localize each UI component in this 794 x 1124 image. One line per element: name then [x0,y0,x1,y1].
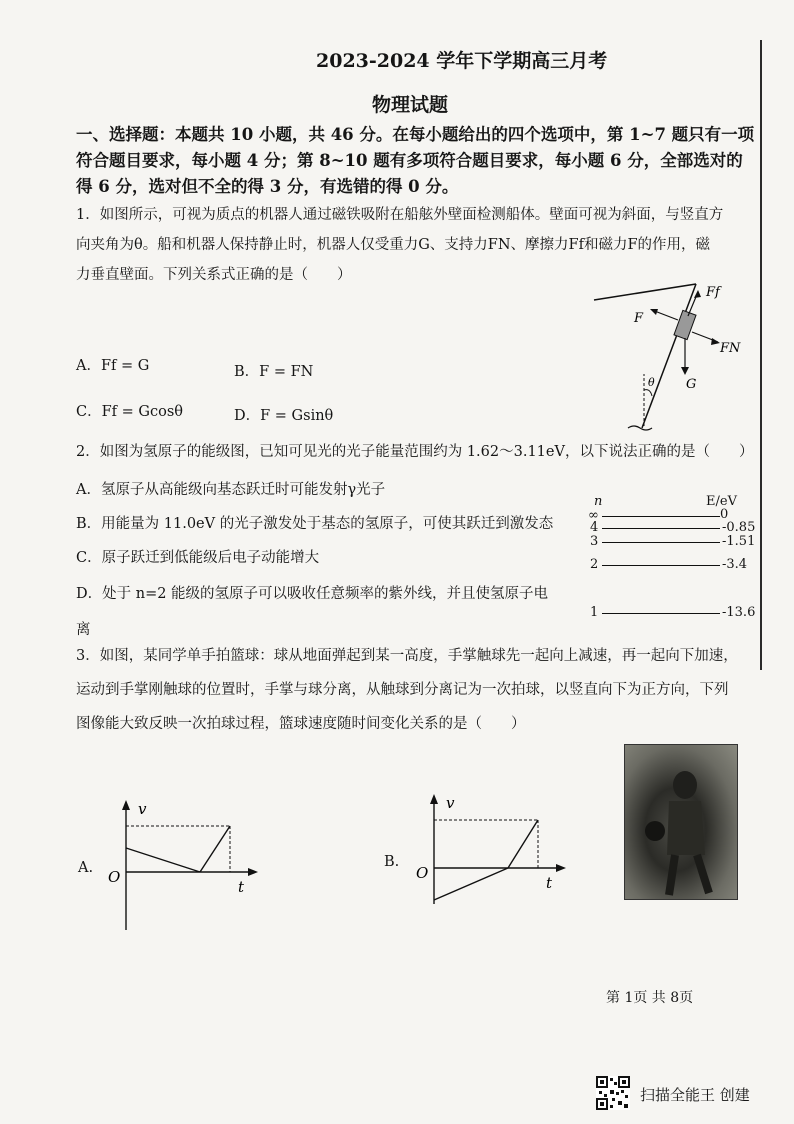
q2-option-d: D．处于 n=2 能级的氢原子可以吸收任意频率的紫外线，并且使氢原子电 [76,586,549,602]
level-e-4: -0.85 [722,520,756,535]
q1-line-2: 向夹角为θ。船和机器人保持静止时，机器人仅受重力G、支持力FN、摩擦力Ff和磁力F的作用，磁 [76,237,711,253]
subject-title: 物理试题 [372,94,449,116]
q1-line-3: 力垂直壁面。下列关系式正确的是（ ） [76,267,352,283]
level-line-2 [602,565,720,566]
level-n-1: 1 [590,605,599,620]
q1-line-1: 1．如图所示，可视为质点的机器人通过磁铁吸附在船舷外壁面检测船体。壁面可视为斜面，与竖直方 [76,207,724,223]
basketball-photo [624,744,738,900]
section-line-3: 得 6 分，选对但不全的得 3 分，有选错的得 0 分。 [76,177,459,196]
label-f: F [634,311,644,326]
level-n-inf: ∞ [588,508,599,523]
q2-option-a: A．氢原子从高能级向基态跃迁时可能发射γ光子 [76,482,386,498]
q1-force-diagram [588,278,748,438]
level-line-inf [602,516,720,517]
level-e-inf: 0 [720,507,729,522]
q1-option-a: A．Ff = G [76,358,150,374]
q3-line-1: 3．如图，某同学单手拍篮球：球从地面弹起到某一高度，手掌触球先一起向上减速，再一起向下加速， [76,648,738,664]
graph-a-v: v [138,800,147,818]
level-line-1 [602,613,720,614]
exam-title: 2023-2024 学年下学期高三月考 [316,50,608,72]
label-fn: FN [720,341,741,356]
level-n-3: 3 [590,534,599,549]
page-number: 第 1页 共 8页 [606,990,694,1006]
label-g: G [686,377,697,392]
section-instructions [76,122,756,200]
section-line-1: 一、选择题：本题共 10 小题，共 46 分。在每小题给出的四个选项中，第 1~7 题只有一项 [76,125,755,144]
level-e-3: -1.51 [722,534,756,549]
graph-b-label: B. [384,854,400,870]
qr-code-icon [596,1076,630,1110]
q3-stem [76,645,766,735]
q1-option-d: D．F = Gsinθ [234,408,334,424]
q2-option-c: C．原子跃迁到低能级后电子动能增大 [76,550,320,566]
graph-a-label: A. [78,860,94,876]
q2-option-b: B．用能量为 11.0eV 的光子激发处于基态的氢原子，可使其跃迁到激发态 [76,516,554,532]
q3-line-2: 运动到手掌刚触球的位置时，手掌与球分离，从触球到分离记为一次拍球，以竖直向下为正方向，下列 [76,682,729,698]
graph-a-t: t [238,878,245,896]
graph-a [104,794,264,934]
page-edge-line [760,40,762,670]
graph-b-t: t [546,874,553,892]
question-1-stem [76,204,756,286]
graph-a-origin: O [108,868,121,886]
graph-b-v: v [446,794,455,812]
label-ff: Ff [706,285,720,300]
level-n-4: 4 [590,520,599,535]
level-line-3 [602,542,720,543]
level-e-1: -13.6 [722,605,756,620]
q3-line-3: 图像能大致反映一次拍球过程，篮球速度随时间变化关系的是（ ） [76,716,526,732]
q1-option-b: B．F = FN [234,364,314,380]
q1-option-c: C．Ff = Gcosθ [76,404,183,420]
q2-stem: 2．如图为氢原子的能级图，已知可见光的光子能量范围约为 1.62～3.11eV，以下说法正确的是（ ） [76,444,754,460]
graph-b-origin: O [416,864,429,882]
scanner-watermark: 扫描全能王 创建 [640,1086,750,1104]
level-e-2: -3.4 [722,557,748,572]
levels-e-header: E/eV [706,494,737,509]
levels-n-header: n [594,494,603,509]
section-line-2: 符合题目要求，每小题 4 分；第 8~10 题有多项符合题目要求，每小题 6 分，全部选对的 [76,151,743,170]
level-n-2: 2 [590,557,599,572]
label-theta: θ [648,376,655,389]
graph-b [412,788,572,908]
q2-option-d-cont: 离 [76,622,91,638]
level-line-4 [602,528,720,529]
